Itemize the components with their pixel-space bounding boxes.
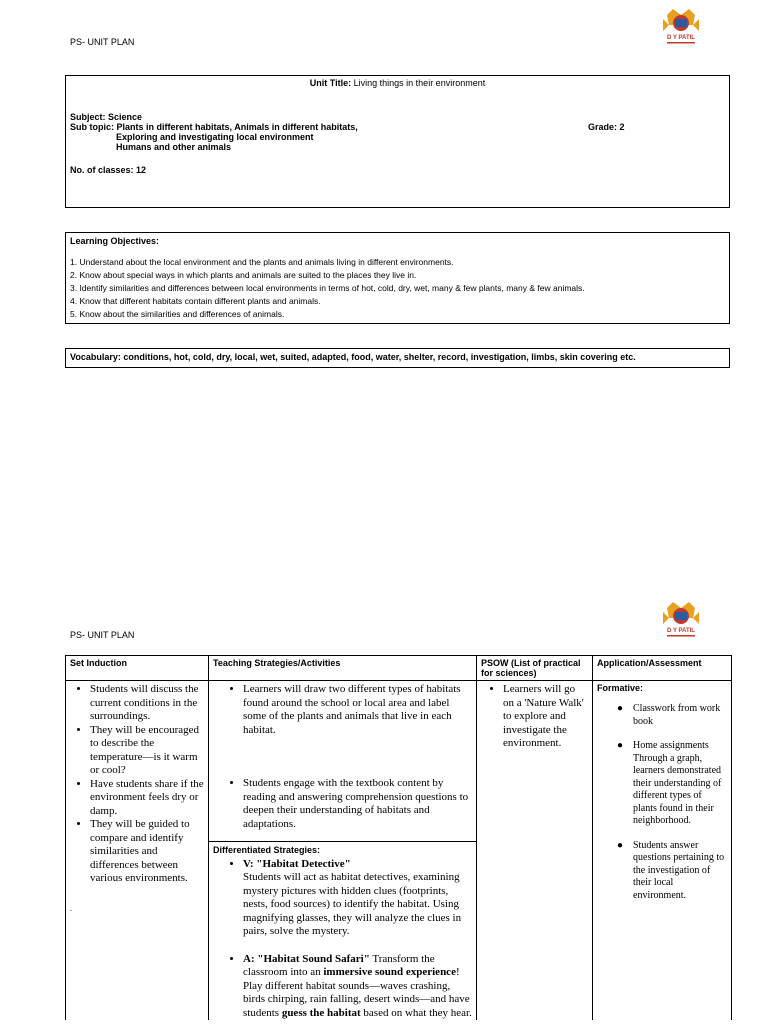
strategy-a-text2: ! Play different habitat sounds—waves crashing, birds chirping, rain falling, desert winds—and have students <box>243 966 470 1019</box>
unit-info-box <box>65 75 730 208</box>
list-item: • They will be encouraged to describe the temperature—is it warm or cool? <box>90 724 204 778</box>
strategy-a-text3: based on what they hear. <box>360 1006 472 1019</box>
page1-header-label: PS- UNIT PLAN <box>70 37 135 47</box>
list-item: ● Classwork from work book <box>617 703 727 728</box>
school-logo <box>659 5 703 49</box>
col-set-induction: Set Induction <box>66 656 209 681</box>
list-item: • Students engage with the textbook content by reading and answering comprehension questions to deepen their understanding of habitats and adaptations. <box>243 777 472 831</box>
strategy-a-bold1: immersive sound experience <box>323 966 456 978</box>
grade: Grade: 2 <box>588 122 625 132</box>
psow-cell <box>477 681 593 1021</box>
assessment-cell <box>593 681 732 1021</box>
table-row <box>66 681 732 1021</box>
lesson-plan-table <box>65 655 732 1020</box>
unit-title <box>66 78 729 88</box>
stray-dot: . <box>70 903 72 913</box>
unit-title-label: Unit Title: <box>309 78 352 88</box>
strategy-a-bold2: guess the habitat <box>281 1006 361 1019</box>
list-item: • Learners will go on a 'Nature Walk' to explore and investigate the environment. <box>503 683 588 751</box>
subject: Subject: Science <box>70 112 143 122</box>
set-induction-cell <box>66 681 209 1021</box>
col-teaching-strategies: Teaching Strategies/Activities <box>209 656 477 681</box>
strategy-v <box>243 858 472 939</box>
objective-item: 5. Know about the similarities and differences of animals. <box>70 309 285 319</box>
table-header-row <box>66 656 732 681</box>
teaching-cell <box>209 681 477 1021</box>
objective-item: 2. Know about special ways in which plants and animals are suited to the places they live in. <box>70 270 417 280</box>
objective-item: 1. Understand about the local environment and the plants and animals living in different environments. <box>70 257 454 267</box>
formative-heading: Formative: <box>597 683 644 693</box>
unit-title-value: Living things in their environment <box>353 78 486 88</box>
objectives-heading: Learning Objectives: <box>70 236 160 246</box>
number-of-classes: No. of classes: 12 <box>70 165 147 175</box>
vocabulary-box: Vocabulary: conditions, hot, cold, dry, local, wet, suited, adapted, food, water, shelter, record, investigation, limbs, skin covering etc. <box>65 348 730 368</box>
subtopic-line2: Exploring and investigating local environment <box>116 132 314 142</box>
list-item: • Have students share if the environment feels dry or damp. <box>90 778 204 819</box>
objective-item: 3. Identify similarities and differences between local environments in terms of hot, cold, dry, wet, many & few plants, many & few animals. <box>70 283 585 293</box>
list-item: • They will be guided to compare and identify similarities and differences between various environments. <box>90 818 204 886</box>
list-item: • Learners will draw two different types of habitats found around the school or local area and label some of the plants and animals that live in each habitat. <box>243 683 472 737</box>
strategy-a-text1: Transform the classroom into an <box>243 952 435 978</box>
list-item: ● Students answer questions pertaining to the investigation of their local environment. <box>617 840 727 903</box>
strategy-v-title: V: "Habitat Detective" <box>243 857 351 870</box>
strategy-a-title: A: "Habitat Sound Safari" <box>243 952 370 965</box>
col-application-assessment: Application/Assessment <box>593 656 732 681</box>
strategy-v-text: Students will act as habitat detectives, examining mystery pictures with hidden clues (footprints, nests, food sources) to identify the habitat. Using magnifying glasses, they will analyze the clues in pairs, solve the mystery. <box>243 871 462 937</box>
strategy-a <box>243 953 472 1021</box>
objective-item: 4. Know that different habitats contain different plants and animals. <box>70 296 321 306</box>
learning-objectives-box <box>65 232 730 324</box>
list-item: ● Home assignments Through a graph, learners demonstrated their understanding of different types of plants found in their neighborhood. <box>617 740 727 828</box>
list-item: • Students will discuss the current conditions in the surroundings. <box>90 683 204 724</box>
subtopic-line3: Humans and other animals <box>116 142 232 152</box>
logo-text: D Y PATIL <box>667 35 695 41</box>
col-psow: PSOW (List of practical for sciences) <box>477 656 593 681</box>
page2-header-label: PS- UNIT PLAN <box>70 630 135 640</box>
subtopic-label: Sub topic: <box>70 122 114 132</box>
logo-text: D Y PATIL <box>667 628 695 634</box>
subtopic-line1: Plants in different habitats, Animals in different habitats, <box>116 122 358 132</box>
differentiated-heading: Differentiated Strategies: <box>209 841 476 858</box>
school-logo <box>659 598 703 642</box>
